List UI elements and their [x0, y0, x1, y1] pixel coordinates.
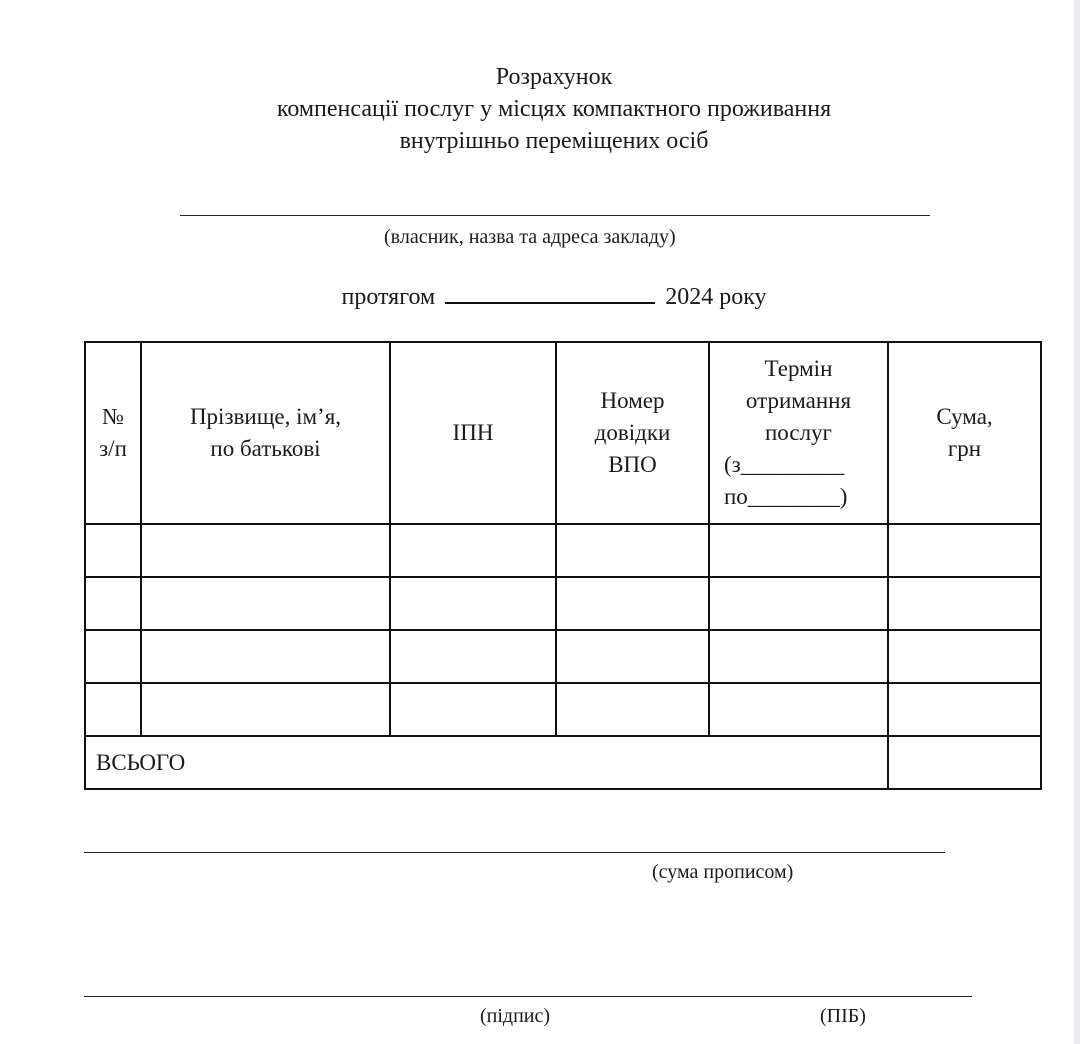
- amount-in-words-line[interactable]: [84, 852, 945, 853]
- table-cell[interactable]: [390, 630, 556, 683]
- period-blank[interactable]: [445, 278, 655, 304]
- page-edge: [1074, 0, 1080, 1044]
- total-label: ВСЬОГО: [85, 736, 888, 789]
- table-cell[interactable]: [556, 683, 709, 736]
- table-cell[interactable]: [85, 577, 141, 630]
- table-cell[interactable]: [85, 630, 141, 683]
- table-cell[interactable]: [390, 524, 556, 577]
- period-suffix: 2024 року: [665, 284, 767, 310]
- table-cell[interactable]: [390, 577, 556, 630]
- table-cell[interactable]: [141, 683, 390, 736]
- compensation-table: [84, 341, 1042, 790]
- col-header-service-term: Термін отримання послуг (з_________ по________): [709, 342, 888, 524]
- owner-caption: (власник, назва та адреса закладу): [384, 226, 676, 248]
- total-value-cell[interactable]: [888, 736, 1041, 789]
- document-subtitle-line-2: внутрішньо переміщених осіб: [399, 128, 709, 154]
- term-to: по________): [724, 484, 848, 509]
- table-cell[interactable]: [141, 577, 390, 630]
- term-from: (з_________: [724, 452, 845, 477]
- owner-blank-line[interactable]: [180, 215, 930, 216]
- signature-line[interactable]: [84, 996, 972, 997]
- signature-caption: (підпис): [480, 1005, 551, 1027]
- table-cell[interactable]: [709, 683, 888, 736]
- col-header-vpo-certificate: Номер довідки ВПО: [556, 342, 709, 524]
- table-cell[interactable]: [888, 577, 1041, 630]
- col-header-full-name: Прізвище, ім’я, по батькові: [141, 342, 390, 524]
- table-row: [85, 630, 1041, 683]
- table-cell[interactable]: [888, 683, 1041, 736]
- table-row: [85, 683, 1041, 736]
- amount-in-words-caption: (сума прописом): [652, 861, 794, 883]
- table-cell[interactable]: [141, 524, 390, 577]
- table-cell[interactable]: [709, 630, 888, 683]
- table-cell[interactable]: [85, 683, 141, 736]
- col-header-ipn: ІПН: [390, 342, 556, 524]
- table-cell[interactable]: [85, 524, 141, 577]
- table-header-row: [85, 342, 1041, 524]
- table-cell[interactable]: [556, 630, 709, 683]
- table-cell[interactable]: [141, 630, 390, 683]
- table-row: [85, 577, 1041, 630]
- table-cell[interactable]: [556, 577, 709, 630]
- table-cell[interactable]: [888, 524, 1041, 577]
- table-row: [85, 524, 1041, 577]
- period-prefix: протягом: [341, 284, 436, 310]
- period-line: [0, 278, 1080, 313]
- col-header-sum: Сума, грн: [888, 342, 1041, 524]
- table-cell[interactable]: [556, 524, 709, 577]
- total-row: [85, 736, 1041, 789]
- document-subtitle-line-1: компенсації послуг у місцях компактного проживання: [276, 96, 832, 122]
- table-cell[interactable]: [709, 577, 888, 630]
- table-cell[interactable]: [390, 683, 556, 736]
- table-cell[interactable]: [888, 630, 1041, 683]
- table-cell[interactable]: [709, 524, 888, 577]
- full-name-caption: (ПІБ): [820, 1005, 866, 1027]
- col-header-number: № з/п: [85, 342, 141, 524]
- document-title: Розрахунок: [495, 64, 613, 90]
